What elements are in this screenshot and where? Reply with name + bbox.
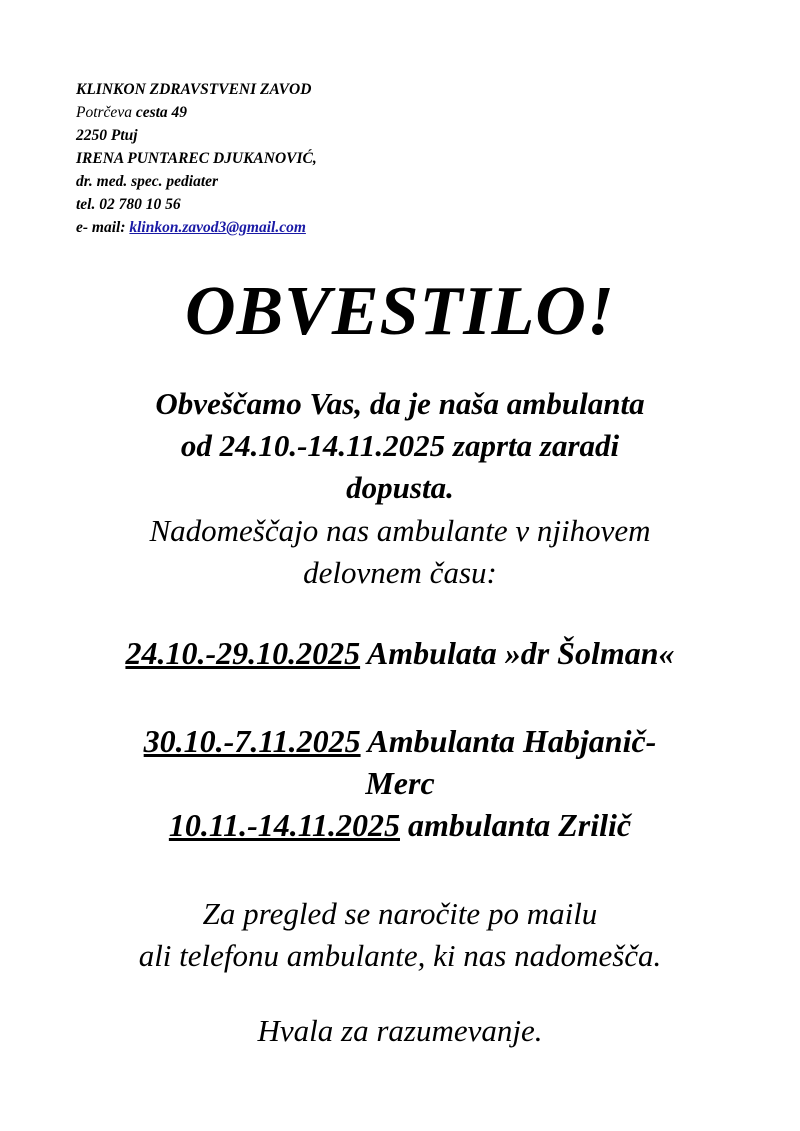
email-line [76, 216, 317, 239]
replacement-intro [40, 510, 760, 594]
instructions-line-1: Za pregled se naročite po mailu [202, 896, 598, 931]
schedule-item [40, 720, 760, 804]
email-link[interactable]: klinkon.zavod3@gmail.com [129, 219, 306, 236]
thanks-note: Hvala za razumevanje. [257, 1013, 543, 1048]
notice-line-5: delovnem času: [303, 555, 497, 590]
doctor-title: dr. med. spec. pediater [76, 173, 219, 190]
schedule-item [40, 632, 760, 674]
email-label: e- mail: [76, 219, 130, 236]
street-address [76, 101, 317, 124]
schedule-clinic: ambulanta Zrilič [399, 807, 632, 843]
schedule-clinic-cont: Merc [365, 765, 435, 801]
instructions-line-2: ali telefonu ambulante, ki nas nadomešča. [138, 938, 662, 973]
schedule-clinic: Ambulanta Habjanič- [360, 723, 657, 759]
doctor-name: IRENA PUNTAREC DJUKANOVIĆ, [76, 150, 317, 167]
booking-instructions [40, 893, 760, 977]
street-prefix: Potrčeva [76, 104, 132, 121]
schedule-clinic: Ambulata »dr Šolman« [360, 635, 675, 671]
page-title: OBVESTILO! [184, 273, 616, 350]
schedule-dates: 30.10.-7.11.2025 [143, 723, 361, 759]
clinic-header [76, 78, 317, 239]
notice-line-2: od 24.10.-14.11.2025 zaprta zaradi [180, 428, 620, 463]
street-rest: cesta 49 [131, 104, 188, 121]
schedule-item [40, 804, 760, 846]
phone: tel. 02 780 10 56 [76, 196, 181, 213]
notice-line-1: Obveščamo Vas, da je naša ambulanta [155, 386, 645, 421]
schedule-dates: 10.11.-14.11.2025 [168, 807, 400, 843]
notice-line-4: Nadomeščajo nas ambulante v njihovem [149, 513, 651, 548]
city: 2250 Ptuj [76, 127, 138, 144]
closure-notice [40, 383, 760, 509]
org-name: KLINKON ZDRAVSTVENI ZAVOD [76, 81, 312, 98]
schedule-dates: 24.10.-29.10.2025 [125, 635, 361, 671]
notice-line-3: dopusta. [346, 470, 454, 505]
